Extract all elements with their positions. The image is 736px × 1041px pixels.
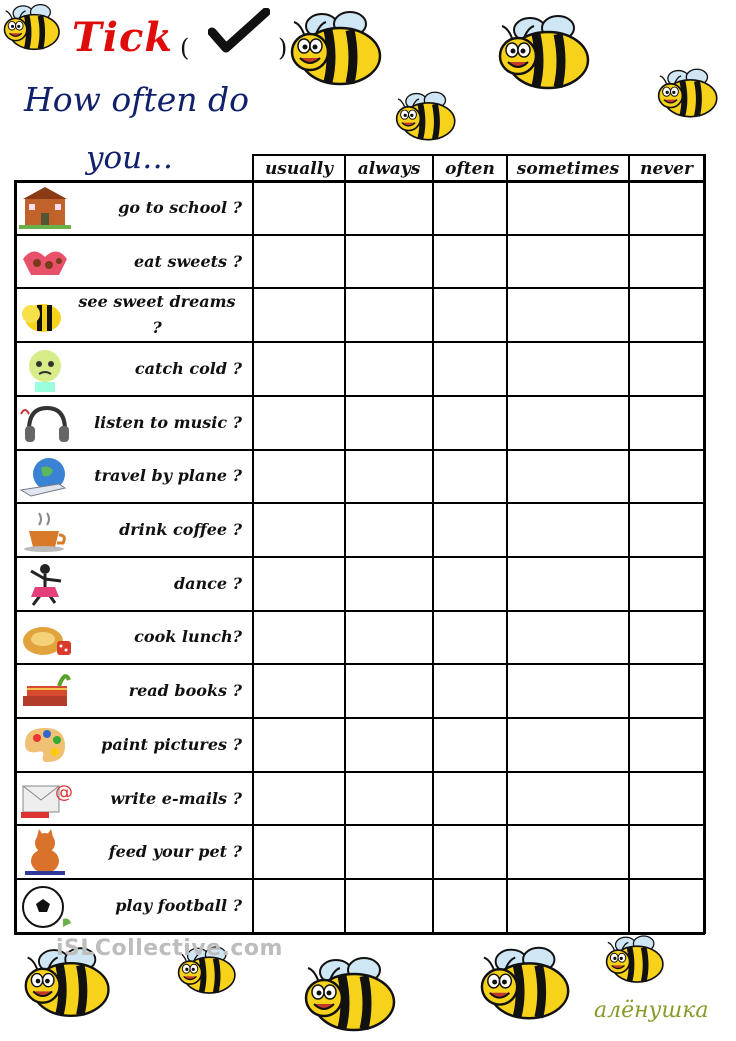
food-plate-icon: [18, 615, 74, 661]
answer-cell-always[interactable]: [346, 613, 432, 664]
column-header-often: often: [445, 159, 495, 179]
answer-cell-often[interactable]: [434, 505, 506, 556]
answer-cell-often[interactable]: [434, 827, 506, 878]
paint-palette-icon: [18, 722, 74, 768]
answer-cell-never[interactable]: [630, 827, 703, 878]
answer-cell-usually[interactable]: [254, 559, 344, 610]
answer-cell-usually[interactable]: [254, 881, 344, 932]
answer-cell-never[interactable]: [630, 613, 703, 664]
answer-cell-sometimes[interactable]: [508, 613, 628, 664]
answer-cell-never[interactable]: [630, 505, 703, 556]
row-divider: [14, 556, 705, 558]
answer-cell-never[interactable]: [630, 720, 703, 771]
row-label: paint pictures ?: [101, 734, 242, 754]
answer-cell-sometimes[interactable]: [508, 666, 628, 717]
answer-cell-usually[interactable]: [254, 237, 344, 288]
column-header-never: never: [640, 159, 693, 179]
column-divider: [703, 154, 706, 934]
row-divider: [14, 878, 705, 880]
answer-cell-never[interactable]: [630, 290, 703, 341]
dancer-icon: [18, 561, 74, 607]
answer-cell-usually[interactable]: [254, 774, 344, 825]
answer-cell-sometimes[interactable]: [508, 827, 628, 878]
row-label: cook lunch?: [134, 627, 242, 647]
bee-icon: [288, 6, 388, 90]
row-label: drink coffee ?: [119, 520, 242, 540]
row-label: go to school ?: [118, 197, 242, 217]
answer-cell-always[interactable]: [346, 290, 432, 341]
school-building-icon: [18, 185, 74, 231]
answer-cell-always[interactable]: [346, 881, 432, 932]
answer-cell-usually[interactable]: [254, 398, 344, 449]
coffee-cup-icon: [18, 507, 74, 553]
bee-icon: [604, 932, 668, 986]
answer-cell-sometimes[interactable]: [508, 290, 628, 341]
checkmark-icon: [208, 8, 270, 54]
bee-icon: [656, 66, 722, 120]
bee-icon: [478, 942, 576, 1024]
row-divider: [14, 932, 705, 935]
row-label: travel by plane ?: [94, 466, 242, 486]
column-header-usually: usually: [264, 159, 334, 179]
answer-cell-never[interactable]: [630, 774, 703, 825]
column-header-sometimes: sometimes: [516, 159, 620, 179]
row-divider: [14, 717, 705, 719]
row-label: read books ?: [128, 681, 242, 701]
answer-cell-sometimes[interactable]: [508, 720, 628, 771]
answer-cell-usually[interactable]: [254, 505, 344, 556]
column-header-always: always: [357, 159, 421, 179]
row-divider: [14, 234, 705, 236]
answer-cell-often[interactable]: [434, 452, 506, 503]
answer-cell-always[interactable]: [346, 183, 432, 234]
answer-cell-often[interactable]: [434, 881, 506, 932]
bee-icon: [496, 10, 596, 94]
row-label: catch cold ?: [134, 358, 242, 378]
row-label: feed your pet ?: [108, 842, 242, 862]
paren-open: (: [180, 34, 190, 62]
row-divider: [14, 663, 705, 665]
answer-cell-never[interactable]: [630, 559, 703, 610]
answer-cell-usually[interactable]: [254, 827, 344, 878]
answer-cell-often[interactable]: [434, 666, 506, 717]
answer-cell-sometimes[interactable]: [508, 505, 628, 556]
answer-cell-often[interactable]: [434, 559, 506, 610]
question-line-2: you…: [86, 140, 174, 176]
answer-cell-never[interactable]: [630, 183, 703, 234]
answer-cell-sometimes[interactable]: [508, 344, 628, 395]
answer-cell-sometimes[interactable]: [508, 398, 628, 449]
books-icon: [18, 668, 74, 714]
answer-cell-never[interactable]: [630, 237, 703, 288]
author-signature: алёнушка: [594, 998, 709, 1023]
answer-cell-always[interactable]: [346, 237, 432, 288]
answer-cell-often[interactable]: [434, 344, 506, 395]
headphones-icon: [18, 400, 74, 446]
row-label: write e-mails ?: [110, 788, 242, 808]
answer-cell-sometimes[interactable]: [508, 559, 628, 610]
row-label: eat sweets ?: [134, 251, 242, 271]
answer-cell-often[interactable]: [434, 613, 506, 664]
answer-cell-usually[interactable]: [254, 344, 344, 395]
row-divider: [14, 395, 705, 397]
watermark: iSLCollective.com: [56, 936, 283, 961]
frequency-table: [14, 154, 705, 932]
bee-icon: [2, 2, 64, 52]
answer-cell-always[interactable]: [346, 774, 432, 825]
answer-cell-often[interactable]: [434, 290, 506, 341]
tick-title: Tick: [72, 14, 174, 61]
answer-cell-never[interactable]: [630, 881, 703, 932]
row-label: listen to music ?: [94, 412, 242, 432]
row-divider: [14, 771, 705, 773]
sleeping-bee-icon: [18, 292, 74, 338]
answer-cell-usually[interactable]: [254, 452, 344, 503]
answer-cell-sometimes[interactable]: [508, 881, 628, 932]
row-label: see sweet dreams ?: [78, 292, 236, 338]
answer-cell-always[interactable]: [346, 505, 432, 556]
row-label: play football ?: [115, 895, 242, 915]
answer-cell-always[interactable]: [346, 827, 432, 878]
bee-icon: [394, 88, 460, 144]
question-line-1: How often do: [24, 80, 249, 119]
svg-text:@: @: [55, 781, 73, 803]
row-divider: [14, 341, 705, 343]
cat-icon: [18, 829, 74, 875]
answer-cell-always[interactable]: [346, 344, 432, 395]
row-divider: [14, 502, 705, 504]
answer-cell-usually[interactable]: [254, 290, 344, 341]
sick-boy-icon: [18, 346, 74, 392]
row-label: dance ?: [173, 573, 242, 593]
answer-cell-sometimes[interactable]: [508, 237, 628, 288]
football-icon: [18, 883, 74, 929]
answer-cell-often[interactable]: [434, 720, 506, 771]
bee-icon: [302, 952, 402, 1036]
answer-cell-always[interactable]: [346, 720, 432, 771]
answer-cell-always[interactable]: [346, 666, 432, 717]
answer-cell-always[interactable]: [346, 398, 432, 449]
answer-cell-often[interactable]: [434, 774, 506, 825]
answer-cell-never[interactable]: [630, 398, 703, 449]
answer-cell-never[interactable]: [630, 666, 703, 717]
column-divider: [14, 180, 17, 934]
plane-globe-icon: [18, 454, 74, 500]
answer-cell-usually[interactable]: [254, 666, 344, 717]
candy-box-icon: [18, 239, 74, 285]
answer-cell-often[interactable]: [434, 398, 506, 449]
answer-cell-never[interactable]: [630, 452, 703, 503]
paren-close: ): [278, 34, 288, 62]
answer-cell-often[interactable]: [434, 183, 506, 234]
answer-cell-often[interactable]: [434, 237, 506, 288]
answer-cell-usually[interactable]: [254, 613, 344, 664]
answer-cell-always[interactable]: [346, 559, 432, 610]
answer-cell-sometimes[interactable]: [508, 774, 628, 825]
answer-cell-usually[interactable]: [254, 183, 344, 234]
answer-cell-usually[interactable]: [254, 720, 344, 771]
answer-cell-always[interactable]: [346, 452, 432, 503]
answer-cell-sometimes[interactable]: [508, 183, 628, 234]
email-icon: [18, 776, 74, 822]
answer-cell-never[interactable]: [630, 344, 703, 395]
answer-cell-sometimes[interactable]: [508, 452, 628, 503]
